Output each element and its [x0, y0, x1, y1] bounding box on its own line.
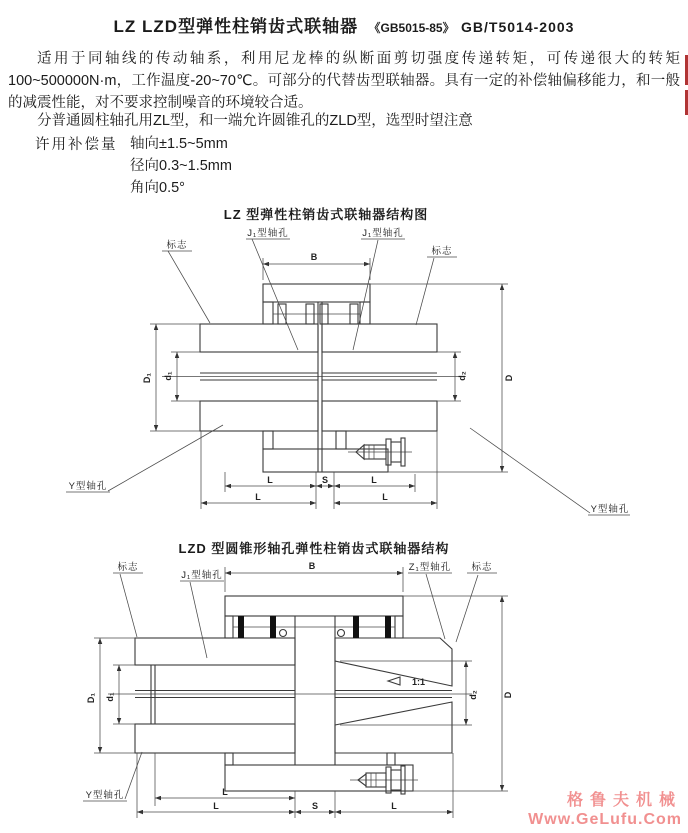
fig1-dim-d1: d₁: [163, 371, 173, 381]
fig1-label-j1-bore-left: J₁型轴孔: [247, 228, 289, 239]
fig1-right-hub: [322, 324, 437, 431]
fig1-dim-d2: d₂: [457, 371, 467, 381]
fig1-dim-B: B: [310, 252, 318, 262]
fig2-seal-ring: [385, 616, 391, 638]
fig1-dim-L: L: [255, 492, 261, 502]
fig2-bottom-flange: [225, 753, 418, 794]
fig2-dim-D: D: [503, 691, 513, 699]
watermark-company: 格鲁夫机械: [566, 792, 682, 809]
fig1-left-hub: [200, 324, 318, 431]
figure1-lz-drawing: [50, 222, 630, 522]
fig1-label-j1-bore-right: J₁型轴孔: [362, 228, 404, 239]
fig2-dim-L: L: [222, 787, 228, 797]
fig2-dim-B: B: [308, 561, 316, 571]
fig1-dim-D1: D₁: [142, 372, 152, 384]
fig2-dim-S: S: [311, 801, 319, 811]
figure1-caption: LZ 型弹性柱销齿式联轴器结构图: [223, 207, 429, 222]
fig1-bottom-flange: [263, 431, 412, 472]
compensation-label: 许用补偿量: [35, 137, 118, 153]
fig2-taper-ratio: 1:1: [412, 677, 426, 687]
fig2-dim-L: L: [213, 801, 219, 811]
compensation-axial: 轴向±1.5~5mm: [130, 136, 228, 152]
standard-old-label: 《GB5015-85》: [368, 21, 455, 35]
compensation-angular: 角向0.5°: [130, 180, 185, 196]
intro-paragraph: 适用于同轴线的传动轴系，利用尼龙棒的纵断面剪切强度传递转矩，可传递很大的转矩100~500000N·m，工作温度-20~70℃。可部分的代替齿型联轴器。具有一定的补偿轴偏移能力，和一般的减震性能，对不要求控制噪音的环境较合适。: [8, 51, 680, 111]
fig2-seal-ring: [353, 616, 359, 638]
fig1-dim-L: L: [382, 492, 388, 502]
fig2-taper-symbol: [388, 677, 400, 685]
fig2-right-hub: [335, 638, 452, 753]
fig2-ring-detail: [338, 630, 345, 637]
compensation-radial: 径向0.3~1.5mm: [130, 158, 232, 174]
fig2-label-y-bore: Y型轴孔: [85, 790, 125, 801]
fig2-left-hub: [135, 638, 295, 753]
fig1-dim-D: D: [504, 374, 514, 382]
compensation-list: [130, 133, 232, 199]
fig1-dim-L: L: [267, 475, 273, 485]
fig2-gear-sleeve: [225, 596, 403, 638]
document-header: [0, 12, 688, 37]
bore-type-note: 分普通圆柱轴孔用ZL型，和一端允许圆锥孔的ZLD型，选型时望注意: [37, 113, 473, 129]
fig1-label-y-bore-left: Y型轴孔: [68, 481, 108, 492]
fig2-label-z1-bore: Z₁型轴孔: [408, 562, 452, 573]
fig2-seal-ring: [270, 616, 276, 638]
figure2-caption: LZD 型圆锥形轴孔弹性柱销齿式联轴器结构: [178, 541, 450, 556]
page-title: LZ LZD型弹性柱销齿式联轴器: [113, 17, 359, 36]
fig2-label-j1-bore: J₁型轴孔: [181, 570, 223, 581]
fig2-dim-L: L: [391, 801, 397, 811]
watermark-url: Www.GeLufu.Com: [528, 811, 682, 828]
fig1-label-mark-right: 标志: [431, 246, 453, 257]
fig2-dim-d1: d₁: [105, 692, 115, 702]
fig2-label-mark-left: 标志: [117, 562, 139, 573]
fig2-ring-detail: [280, 630, 287, 637]
fig1-label-mark-left: 标志: [166, 240, 188, 251]
fig2-dim-d2: d₂: [468, 690, 478, 700]
fig1-dim-S: S: [321, 475, 329, 485]
fig2-seal-ring: [238, 616, 244, 638]
fig2-dim-D1: D₁: [86, 692, 96, 704]
standard-new-label: GB/T5014-2003: [461, 19, 575, 35]
fig2-label-mark-right: 标志: [471, 562, 493, 573]
fig1-label-y-bore-right: Y型轴孔: [590, 504, 630, 515]
figure2-lzd-drawing: [50, 554, 650, 831]
fig1-dim-L: L: [371, 475, 377, 485]
watermark: [528, 791, 682, 829]
